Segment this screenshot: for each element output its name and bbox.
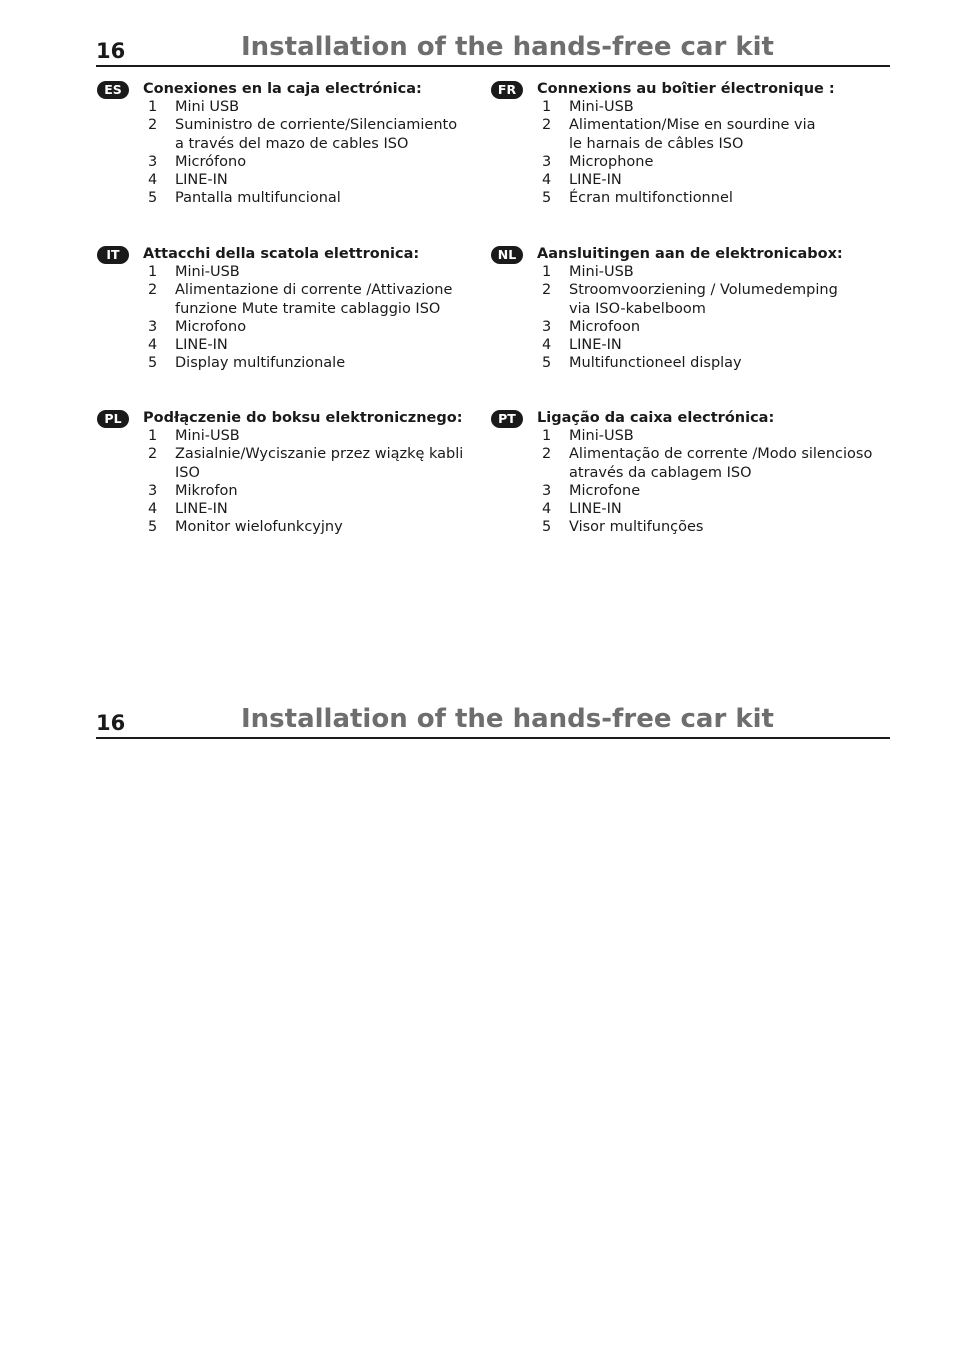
item-text: Microphone [569, 153, 654, 170]
item-number: 1 [542, 264, 552, 281]
list-item [537, 427, 897, 445]
language-badge: IT [97, 246, 129, 264]
list-item [537, 354, 897, 372]
item-text-continuation: via ISO-kabelboom [569, 300, 706, 317]
section-heading: Aansluitingen aan de elektronicabox: [537, 246, 843, 262]
item-number: 4 [148, 172, 158, 189]
item-text: Suministro de corriente/Silenciamiento [175, 117, 458, 134]
list-item [143, 153, 503, 171]
item-number: 5 [148, 190, 158, 207]
list-item [537, 445, 897, 481]
list-item [537, 336, 897, 354]
item-number: 2 [542, 446, 552, 463]
item-text: Mikrofon [175, 482, 238, 499]
item-text: LINE-IN [175, 337, 228, 354]
list-item [537, 281, 897, 317]
section-heading: Ligação da caixa electrónica: [537, 410, 775, 426]
item-text: Visor multifunções [569, 519, 704, 536]
item-number: 5 [542, 519, 552, 536]
item-number: 1 [148, 99, 158, 116]
language-badge: PL [97, 410, 129, 428]
section-heading: Podłączenie do boksu elektronicznego: [143, 410, 463, 426]
list-item [143, 98, 503, 116]
item-text: Microfone [569, 482, 641, 499]
list-item [143, 281, 503, 317]
item-number: 5 [148, 519, 158, 536]
item-text: Microfoon [569, 318, 641, 335]
item-text-continuation: ISO [175, 464, 200, 481]
language-badge: PT [491, 410, 523, 428]
item-number: 5 [542, 355, 552, 372]
item-number: 3 [542, 482, 552, 499]
list-item [537, 98, 897, 116]
page-number: 16 [96, 711, 126, 735]
item-text: Display multifunzionale [175, 355, 346, 372]
item-number: 2 [542, 117, 552, 134]
item-text: Microfono [175, 318, 247, 335]
section-heading: Connexions au boîtier électronique : [537, 81, 835, 97]
item-text: Alimentazione di corrente /Attivazione [175, 282, 453, 299]
item-text-continuation: funzione Mute tramite cablaggio ISO [175, 300, 441, 317]
item-text: Stroomvoorziening / Volumedemping [569, 282, 838, 299]
page-title: Installation of the hands-free car kit [241, 32, 774, 62]
item-number: 1 [148, 428, 158, 445]
item-text: Alimentation/Mise en sourdine via [569, 117, 816, 134]
item-number: 3 [542, 318, 552, 335]
item-text: Monitor wielofunkcyjny [175, 519, 343, 536]
item-text: Mini-USB [569, 428, 634, 445]
item-number: 2 [148, 282, 158, 299]
section-pl [104, 409, 503, 536]
list-item [143, 445, 503, 481]
item-text: Mini-USB [175, 428, 240, 445]
item-number: 1 [148, 264, 158, 281]
item-text: Mini-USB [569, 264, 634, 281]
item-text-continuation: le harnais de câbles ISO [569, 135, 744, 152]
language-badge: ES [97, 81, 129, 99]
list-item [143, 518, 503, 536]
list-item [143, 189, 503, 207]
list-item [537, 482, 897, 500]
item-number: 3 [542, 153, 552, 170]
item-text: Alimentação de corrente /Modo silencioso [569, 446, 873, 463]
section-heading: Attacchi della scatola elettronica: [143, 246, 420, 262]
item-text: Pantalla multifuncional [175, 190, 341, 207]
item-number: 4 [542, 172, 552, 189]
item-text: Mini-USB [569, 99, 634, 116]
item-number: 4 [148, 501, 158, 518]
list-item [143, 354, 503, 372]
language-badge: FR [491, 81, 523, 99]
section-es [104, 80, 503, 207]
item-text: Micrófono [175, 153, 247, 170]
list-item [537, 500, 897, 518]
list-item [143, 427, 503, 445]
item-number: 1 [542, 428, 552, 445]
list-item [143, 482, 503, 500]
list-item [537, 153, 897, 171]
item-text-continuation: a través del mazo de cables ISO [175, 135, 409, 152]
item-number: 2 [542, 282, 552, 299]
list-item [537, 263, 897, 281]
list-item [537, 171, 897, 189]
item-number: 2 [148, 117, 158, 134]
list-item [143, 336, 503, 354]
list-item [143, 171, 503, 189]
item-number: 3 [148, 318, 158, 335]
section-fr [497, 80, 897, 207]
item-number: 1 [542, 99, 552, 116]
list-item [143, 263, 503, 281]
item-text: LINE-IN [569, 501, 622, 518]
item-number: 5 [542, 190, 552, 207]
item-text: LINE-IN [569, 337, 622, 354]
page-header-repeat [96, 703, 890, 739]
section-heading: Conexiones en la caja electrónica: [143, 81, 422, 97]
item-text: Mini-USB [175, 264, 240, 281]
item-number: 3 [148, 482, 158, 499]
list-item [143, 500, 503, 518]
item-number: 3 [148, 153, 158, 170]
language-badge: NL [491, 246, 523, 264]
item-number: 2 [148, 446, 158, 463]
section-nl [497, 245, 897, 372]
item-number: 4 [542, 337, 552, 354]
item-text: Zasialnie/Wyciszanie przez wiązkę kabli [175, 446, 464, 463]
item-text: Écran multifonctionnel [569, 190, 733, 207]
page-title: Installation of the hands-free car kit [241, 704, 774, 734]
section-it [106, 245, 503, 372]
item-text: Multifunctioneel display [569, 355, 742, 372]
page-number: 16 [96, 39, 126, 63]
item-text-continuation: através da cablagem ISO [569, 464, 752, 481]
list-item [537, 318, 897, 336]
item-number: 4 [542, 501, 552, 518]
list-item [537, 518, 897, 536]
item-text: LINE-IN [175, 172, 228, 189]
list-item [537, 189, 897, 207]
section-pt [498, 409, 897, 536]
item-text: LINE-IN [569, 172, 622, 189]
list-item [537, 116, 897, 152]
item-number: 4 [148, 337, 158, 354]
item-text: LINE-IN [175, 501, 228, 518]
page-header [96, 31, 890, 67]
list-item [143, 318, 503, 336]
item-number: 5 [148, 355, 158, 372]
item-text: Mini USB [175, 99, 240, 116]
list-item [143, 116, 503, 152]
